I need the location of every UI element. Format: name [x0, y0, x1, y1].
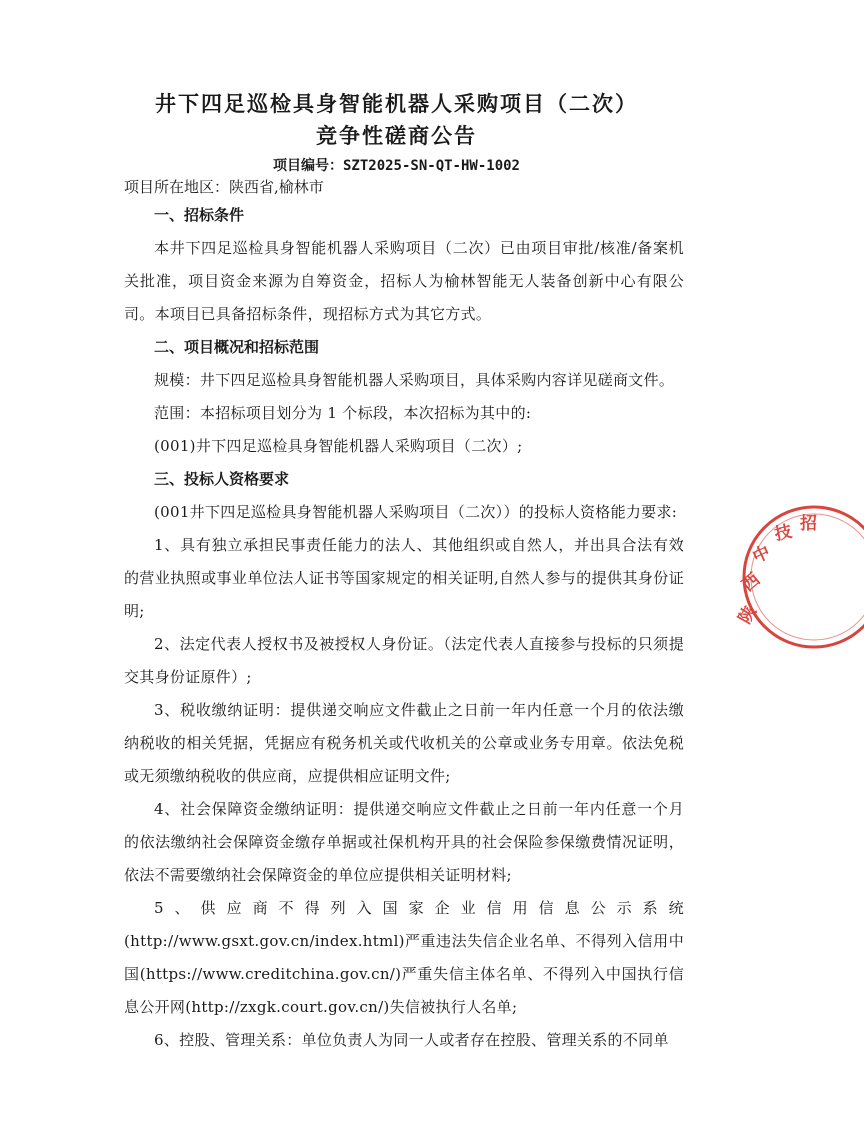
scale-paragraph: 规模：井下四足巡检具身智能机器人采购项目，具体采购内容详见磋商文件。	[154, 371, 675, 389]
project-location: 项目所在地区：陕西省,榆林市	[124, 178, 324, 196]
section-heading-3: 三、投标人资格要求	[154, 470, 290, 488]
lot-paragraph: (001)井下四足巡检具身智能机器人采购项目（二次）;	[154, 437, 523, 455]
project-number-label: 项目编号：	[272, 158, 343, 174]
scope-paragraph: 范围：本招标项目划分为 1 个标段，本次招标为其中的:	[154, 404, 532, 422]
section-1-paragraph: 本井下四足巡检具身智能机器人采购项目（二次）已由项目审批/核准/备案机关批准，项目资金来源为自筹资金，招标人为榆林智能无人装备创新中心有限公司。本项目已具备招标条件，现招标方式为其它方式。	[124, 239, 684, 323]
title-line-2: 竞争性磋商公告	[316, 124, 477, 148]
seal-inner-ring	[751, 514, 864, 640]
svg-text:招: 招	[800, 514, 817, 534]
svg-text:技: 技	[772, 521, 794, 545]
section-heading-2: 二、项目概况和招标范围	[154, 338, 320, 356]
svg-text:西: 西	[738, 569, 765, 596]
project-number-value: SZT2025-SN-QT-HW-1002	[342, 158, 520, 174]
project-number	[0, 155, 793, 175]
seal-ring	[744, 507, 864, 647]
document-body	[124, 175, 684, 1057]
requirement-3: 3、税收缴纳证明：提供递交响应文件截止之日前一年内任意一个月的依法缴纳税收的相关凭据，凭据应有税务机关或代收机关的公章或业务专用章。依法免税或无须缴纳税收的供应商，应提供相应证明文件;	[124, 701, 684, 785]
section-heading-1: 一、招标条件	[154, 206, 245, 224]
official-seal-icon	[734, 497, 864, 657]
requirement-2: 2、法定代表人授权书及被授权人身份证。（法定代表人直接参与投标的只须提交其身份证原件）;	[124, 635, 684, 686]
svg-text:陕: 陕	[735, 602, 761, 628]
requirement-4: 4、社会保障资金缴纳证明：提供递交响应文件截止之日前一年内任意一个月的依法缴纳社会保障资金缴存单据或社保机构开具的社会保险参保缴费情况证明，依法不需要缴纳社会保障资金的单位应提供相关证明材料;	[124, 800, 684, 884]
svg-text:中: 中	[749, 542, 774, 568]
requirement-5: 5、供应商不得列入国家企业信用信息公示系统(http://www.gsxt.gov.cn/index.html)严重违法失信企业名单、不得列入信用中国(https://www.creditchina.gov.cn/)严重失信主体名单、不得列入中国执行信息公开网(http://zxgk.court.gov.cn/)失信被执行人名单;	[124, 899, 684, 1016]
requirements-intro: (001井下四足巡检具身智能机器人采购项目（二次））的投标人资格能力要求:	[154, 503, 678, 521]
requirement-1: 1、具有独立承担民事责任能力的法人、其他组织或自然人，并出具合法有效的营业执照或事业单位法人证书等国家规定的相关证明,自然人参与的提供其身份证明;	[124, 536, 684, 620]
requirement-6: 6、控股、管理关系：单位负责人为同一人或者存在控股、管理关系的不同单	[154, 1031, 669, 1049]
title-line-1: 井下四足巡检具身智能机器人采购项目（二次）	[155, 92, 638, 116]
